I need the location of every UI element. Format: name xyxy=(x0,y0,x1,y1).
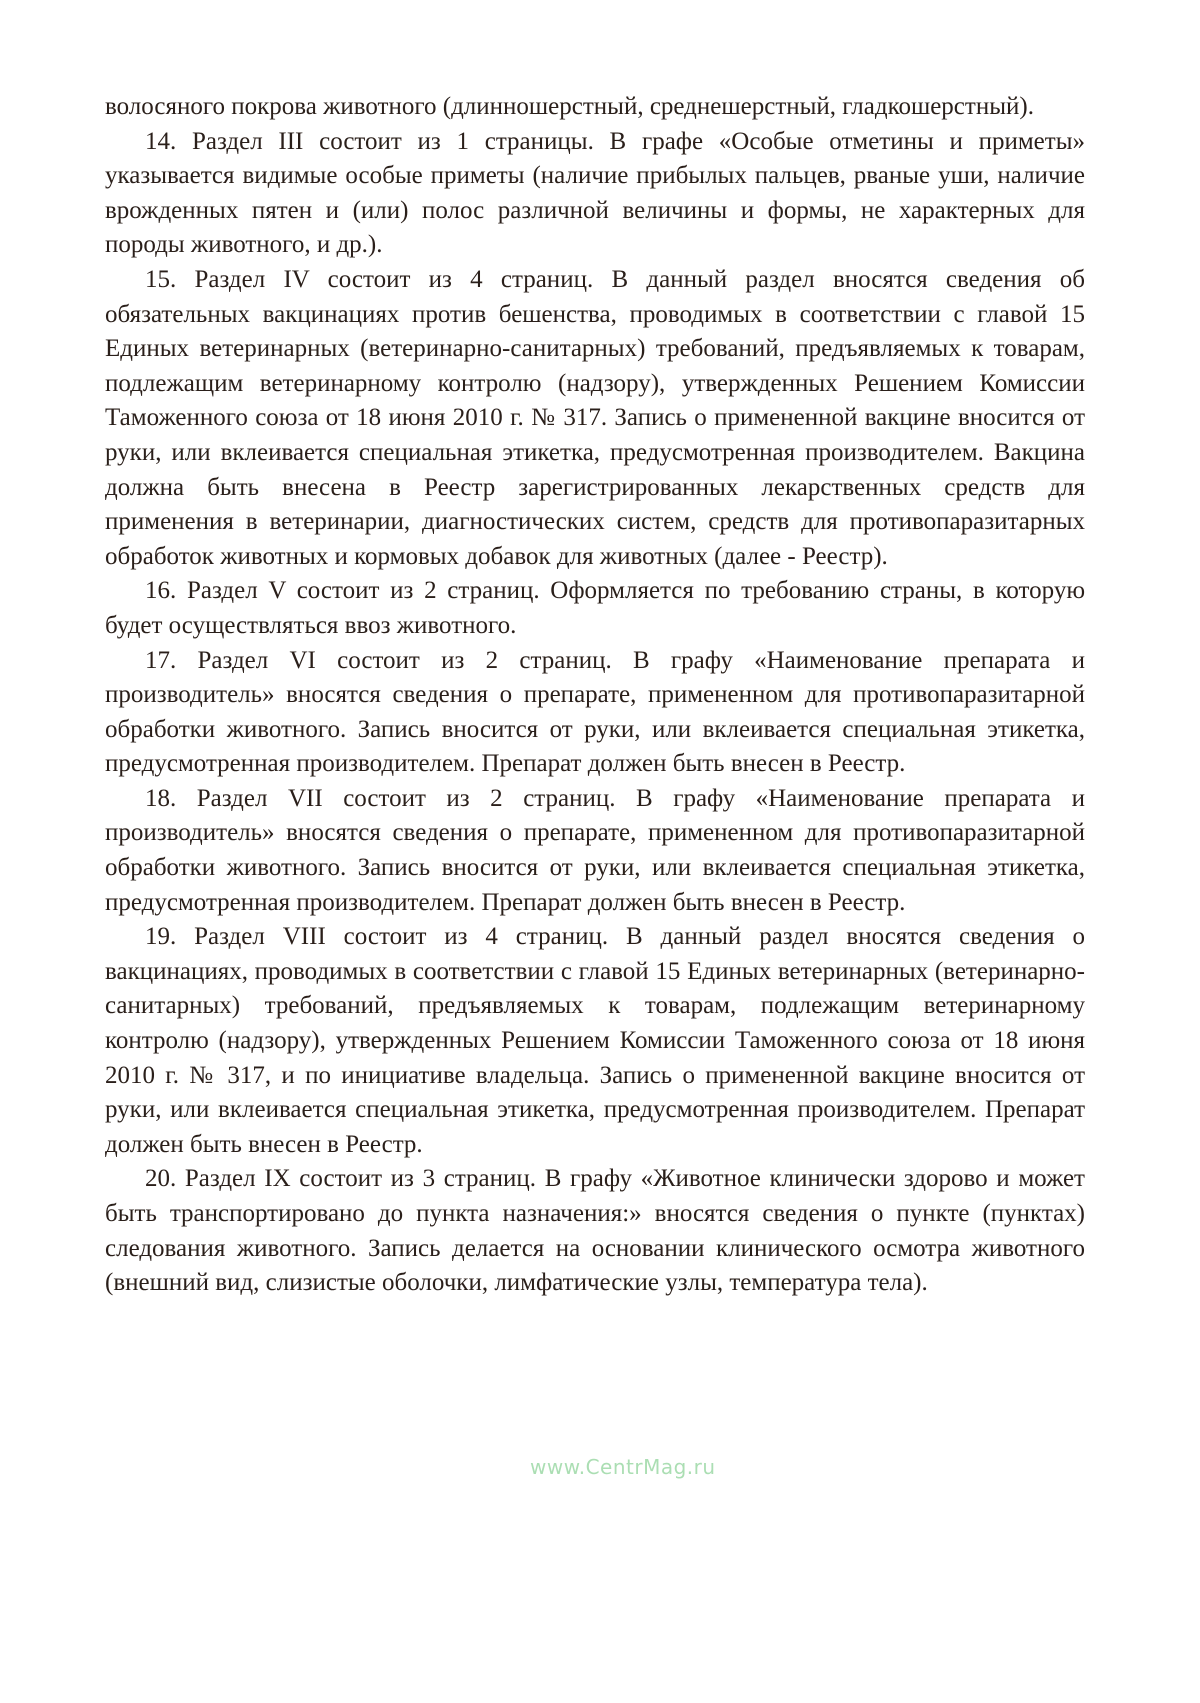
document-page xyxy=(105,90,1085,1301)
paragraph-item-15: 15. Раздел IV состоит из 4 страниц. В данный раздел вносятся сведения об обязательных вакцинациях против бешенства, проводимых в соответствии с главой 15 Единых ветеринарных (ветеринарно-санитарных) требований, предъявляемых к товарам, подлежащим ветеринарному контролю (надзору), утвержденных Решением Комиссии Таможенного союза от 18 июня 2010 г. № 317. Запись о примененной вакцине вносится от руки, или вклеивается специальная этикетка, предусмотренная производителем. Вакцина должна быть внесена в Реестр зарегистрированных лекарственных средств для применения в ветеринарии, диагностических систем, средств для противопаразитарных обработок животных и кормовых добавок для животных (далее - Реестр). xyxy=(105,265,1085,570)
paragraph-item-14: 14. Раздел III состоит из 1 страницы. В графе «Особые отметины и приметы» указывается видимые особые приметы (наличие прибылых пальцев, рваные уши, наличие врожденных пятен и (или) полос различной величины и формы, не характерных для породы животного, и др.). xyxy=(105,127,1085,259)
paragraph-item-19: 19. Раздел VIII состоит из 4 страниц. В данный раздел вносятся сведения о вакцинациях, проводимых в соответствии с главой 15 Единых ветеринарных (ветеринарно-санитарных) требований, предъявляемых к товарам, подлежащим ветеринарному контролю (надзору), утвержденных Решением Комиссии Таможенного союза от 18 июня 2010 г. № 317, и по инициативе владельца. Запись о примененной вакцине вносится от руки, или вклеивается специальная этикетка, предусмотренная производителем. Препарат должен быть внесен в Реестр. xyxy=(105,923,1085,1158)
watermark: www.CentrMag.ru xyxy=(530,1455,716,1479)
paragraph-item-16: 16. Раздел V состоит из 2 страниц. Оформляется по требованию страны, в которую будет осуществляться ввоз животного. xyxy=(105,577,1085,639)
paragraph-item-17: 17. Раздел VI состоит из 2 страниц. В графу «Наименование препарата и производитель» вносятся сведения о препарате, примененном для противопаразитарной обработки животного. Запись вносится от руки, или вклеивается специальная этикетка, предусмотренная производителем. Препарат должен быть внесен в Реестр. xyxy=(105,646,1085,778)
paragraph-item-20: 20. Раздел IX состоит из 3 страниц. В графу «Животное клинически здорово и может быть транспортировано до пункта назначения:» вносятся сведения о пункте (пунктах) следования животного. Запись делается на основании клинического осмотра животного (внешний вид, слизистые оболочки, лимфатические узлы, температура тела). xyxy=(105,1165,1085,1297)
paragraph-continuation: волосяного покрова животного (длинношерстный, среднешерстный, гладкошерстный). xyxy=(105,93,1034,120)
paragraph-item-18: 18. Раздел VII состоит из 2 страниц. В графу «Наименование препарата и производитель» вносятся сведения о препарате, примененном для противопаразитарной обработки животного. Запись вносится от руки, или вклеивается специальная этикетка, предусмотренная производителем. Препарат должен быть внесен в Реестр. xyxy=(105,784,1085,916)
